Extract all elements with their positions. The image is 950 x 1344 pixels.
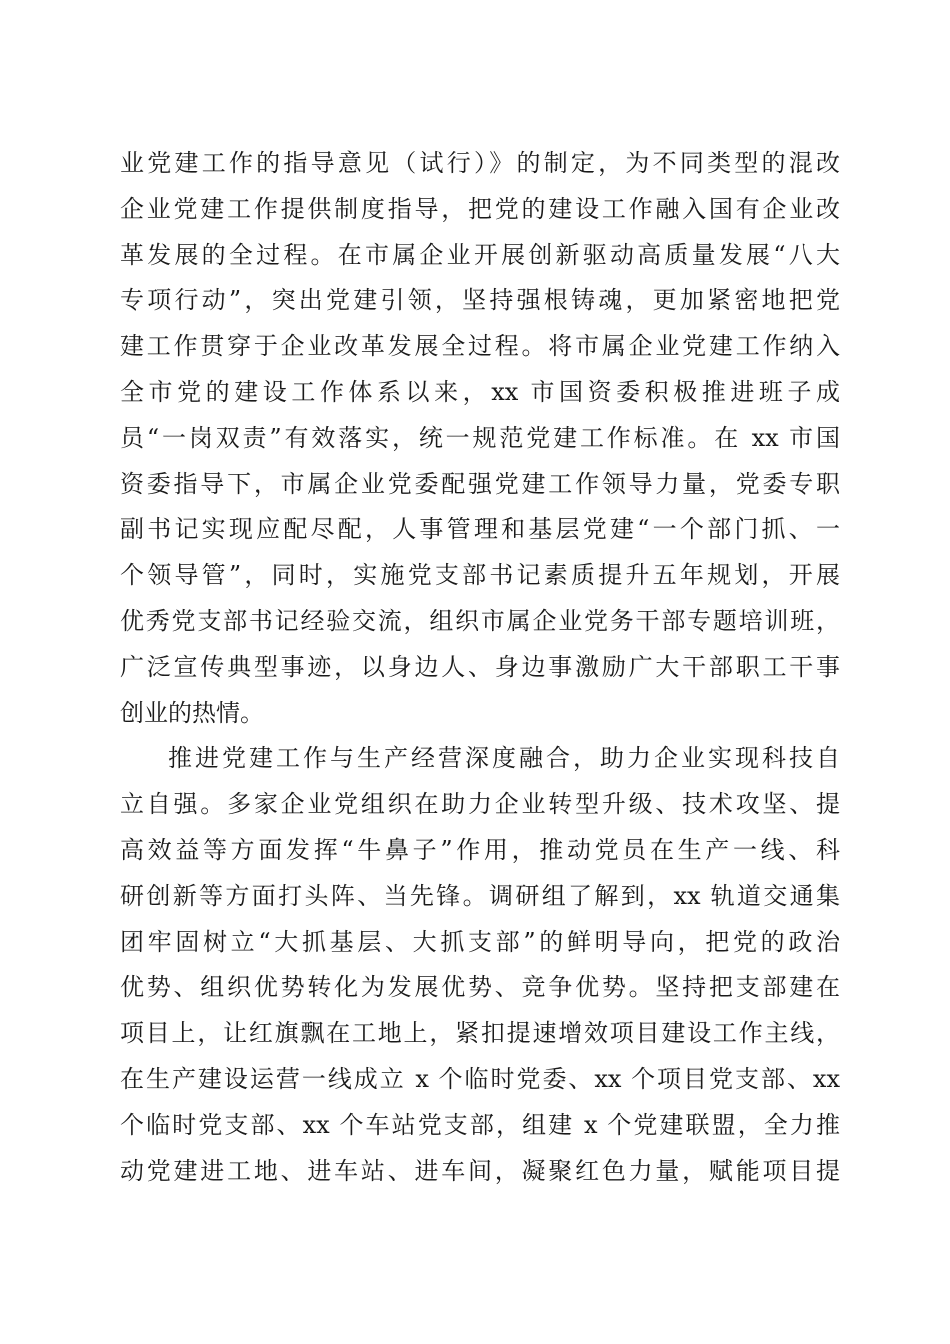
text-line: 副书记实现应配尽配，人事管理和基层党建“一个部门抓、一 [120, 515, 840, 544]
text-line: 高效益等方面发挥“牛鼻子”作用，推动党员在生产一线、科 [120, 835, 840, 864]
text-line: 优势、组织优势转化为发展优势、竞争优势。坚持把支部建在 [120, 973, 840, 1002]
text-line: 资委指导下，市属企业党委配强党建工作领导力量，党委专职 [120, 469, 840, 498]
text-line: 个临时党支部、xx 个车站党支部，组建 x 个党建联盟，全力推 [120, 1110, 840, 1139]
text-line: 企业党建工作提供制度指导，把党的建设工作融入国有企业改 [120, 194, 840, 223]
text-line: 立自强。多家企业党组织在助力企业转型升级、技术攻坚、提 [120, 790, 840, 819]
text-line: 全市党的建设工作体系以来，xx 市国资委积极推进班子成 [120, 377, 840, 406]
text-line: 业党建工作的指导意见（试行）》的制定，为不同类型的混改 [120, 149, 840, 177]
text-line: 员“一岗双责”有效落实，统一规范党建工作标准。在 xx 市国 [120, 423, 840, 452]
text-line: 个领导管”，同时，实施党支部书记素质提升五年规划，开展 [120, 561, 840, 590]
text-line: 推进党建工作与生产经营深度融合，助力企业实现科技自 [168, 744, 840, 773]
text-line: 创业的热情。 [120, 698, 264, 727]
text-line: 在生产建设运营一线成立 x 个临时党委、xx 个项目党支部、xx [120, 1064, 840, 1093]
text-line: 团牢固树立“大抓基层、大抓支部”的鲜明导向，把党的政治 [120, 927, 840, 956]
paragraph-1 [120, 141, 840, 736]
text-line: 建工作贯穿于企业改革发展全过程。将市属企业党建工作纳入 [120, 332, 840, 361]
document-body [120, 141, 840, 1194]
text-line: 研创新等方面打头阵、当先锋。调研组了解到，xx 轨道交通集 [120, 881, 840, 910]
text-line: 广泛宣传典型事迹，以身边人、身边事激励广大干部职工干事 [120, 652, 840, 681]
text-line: 动党建进工地、进车站、进车间，凝聚红色力量，赋能项目提 [120, 1156, 840, 1185]
text-line: 优秀党支部书记经验交流，组织市属企业党务干部专题培训班， [120, 606, 840, 635]
paragraph-2 [120, 736, 840, 1194]
text-line: 项目上，让红旗飘在工地上，紧扣提速增效项目建设工作主线， [120, 1019, 840, 1048]
text-line: 革发展的全过程。在市属企业开展创新驱动高质量发展“八大 [120, 240, 840, 269]
text-line: 专项行动”，突出党建引领，坚持强根铸魂，更加紧密地把党 [120, 286, 840, 315]
